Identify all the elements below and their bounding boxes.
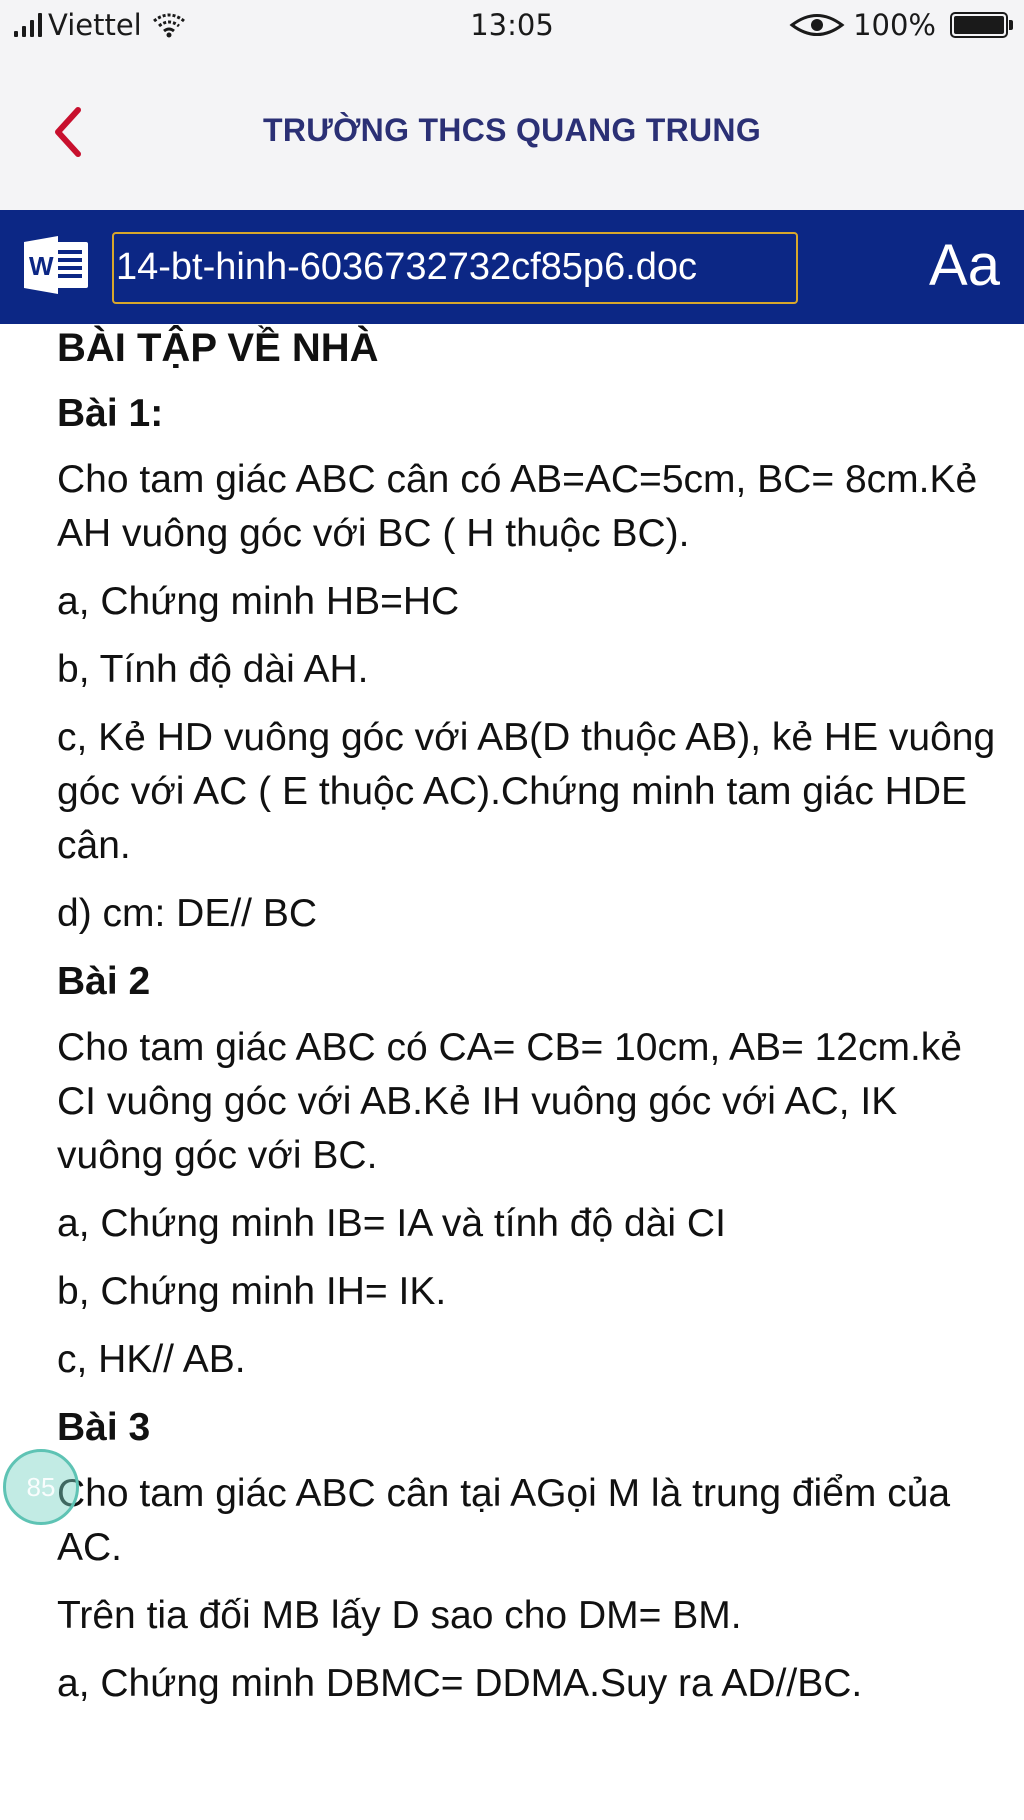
- exercise-title: Bài 3: [57, 1406, 151, 1449]
- page-title: TRƯỜNG THCS QUANG TRUNG: [262, 112, 762, 148]
- status-right: [789, 8, 1008, 42]
- battery-percent: 100%: [853, 8, 936, 42]
- paragraph: a, Chứng minh HB=HC: [57, 580, 460, 623]
- document-content: [57, 324, 997, 1725]
- document-toolbar: [0, 210, 1024, 324]
- paragraph: Cho tam giác ABC cân tại AGọi M là trung điểm của AC.: [57, 1472, 951, 1569]
- paragraph: c, HK// AB.: [57, 1338, 246, 1381]
- paragraph: b, Tính độ dài AH.: [57, 648, 369, 691]
- status-bar: [0, 0, 1024, 52]
- exercise-title: Bài 1:: [57, 392, 164, 435]
- document-heading: BÀI TẬP VỀ NHÀ: [57, 326, 379, 370]
- paragraph: Cho tam giác ABC có CA= CB= 10cm, AB= 12cm.kẻ CI vuông góc với AB.Kẻ IH vuông góc với AC, IK vuông góc với BC.: [57, 1026, 962, 1177]
- paragraph: Cho tam giác ABC cân có AB=AC=5cm, BC= 8cm.Kẻ AH vuông góc với BC ( H thuộc BC).: [57, 458, 978, 555]
- paragraph: b, Chứng minh IH= IK.: [57, 1270, 447, 1313]
- paragraph: Trên tia đối MB lấy D sao cho DM= BM.: [57, 1594, 742, 1637]
- svg-text:W: W: [29, 251, 54, 281]
- eye-icon: [789, 12, 845, 38]
- nav-bar: [0, 52, 1024, 210]
- paragraph: a, Chứng minh DBMC= DDMA.Suy ra AD//BC.: [57, 1662, 863, 1705]
- paragraph: a, Chứng minh IB= IA và tính độ dài CI: [57, 1202, 726, 1245]
- battery-icon: [950, 12, 1008, 38]
- status-time: 13:05: [470, 8, 554, 42]
- exercise-title: Bài 2: [57, 960, 151, 1003]
- paragraph: d) cm: DE// BC: [57, 892, 318, 935]
- word-icon: [24, 234, 90, 296]
- carrier-name: Viettel: [48, 8, 142, 42]
- file-name-field[interactable]: 14-bt-hinh-6036732732cf85p6.doc: [112, 232, 798, 304]
- font-size-button[interactable]: Aa: [929, 233, 1000, 298]
- paragraph: c, Kẻ HD vuông góc với AB(D thuộc AB), kẻ HE vuông góc với AC ( E thuộc AC).Chứng minh tam giác HDE cân.: [57, 716, 996, 867]
- zoom-indicator-button[interactable]: 85: [3, 1449, 79, 1525]
